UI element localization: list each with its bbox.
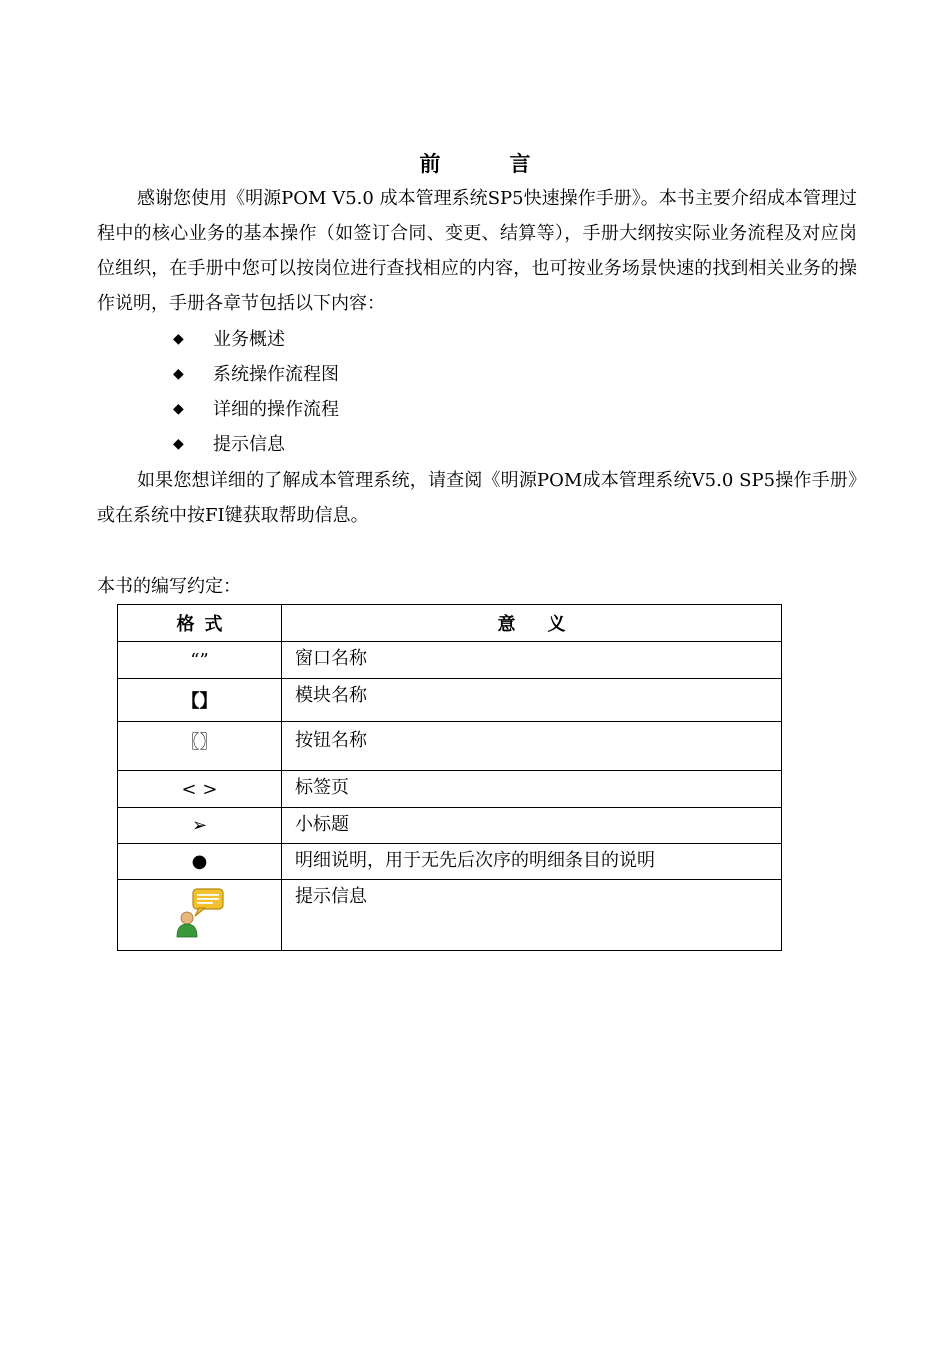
meaning-cell xyxy=(282,722,782,771)
format-cell: 【】 xyxy=(118,679,282,722)
table-row xyxy=(118,880,782,951)
list-item-text: 系统操作流程图 xyxy=(213,364,339,385)
meaning-cell xyxy=(282,844,782,880)
header-meaning: 意义 xyxy=(282,605,782,642)
diamond-bullet-icon: ◆ xyxy=(173,366,184,382)
meaning-text: 小标题 xyxy=(295,814,349,835)
list-item xyxy=(173,322,339,357)
conventions-table xyxy=(117,604,782,951)
help-paragraph: 如果您想详细的了解成本管理系统，请查阅《明源POM成本管理系统V5.0 SP5操作手册》或在系统中按FI键获取帮助信息。 xyxy=(97,470,857,526)
header-format: 格式 xyxy=(118,605,282,642)
meaning-text: 按钮名称 xyxy=(295,730,367,751)
format-cell: < > xyxy=(118,771,282,808)
page-title: 前 言 xyxy=(419,151,555,176)
list-item xyxy=(173,357,339,392)
table-row xyxy=(118,844,782,880)
meaning-text: 标签页 xyxy=(295,777,349,798)
intro-paragraph: 感谢您使用《明源POM V5.0 成本管理系统SP5快速操作手册》。本书主要介绍成本管理过程中的核心业务的基本操作（如签订合同、变更、结算等），手册大纲按实际业务流程及对应岗位组织，在手册中您可以按岗位进行查找相应的内容，也可按业务场景快速的找到相关业务的操作说明，手册各章节包括以下内容： xyxy=(97,188,857,314)
format-cell: ● xyxy=(118,844,282,880)
meaning-cell xyxy=(282,642,782,679)
list-item-text: 提示信息 xyxy=(213,434,285,455)
table-row xyxy=(118,722,782,771)
meaning-cell xyxy=(282,880,782,951)
conventions-label: 本书的编写约定： xyxy=(97,576,241,597)
meaning-cell xyxy=(282,808,782,844)
format-cell: ➢ xyxy=(118,808,282,844)
list-item-text: 详细的操作流程 xyxy=(213,399,339,420)
format-cell: “” xyxy=(118,642,282,679)
list-item-text: 业务概述 xyxy=(213,329,285,350)
meaning-cell xyxy=(282,771,782,808)
meaning-cell xyxy=(282,679,782,722)
table-row xyxy=(118,808,782,844)
meaning-text: 模块名称 xyxy=(295,685,367,706)
table-row xyxy=(118,642,782,679)
table-row xyxy=(118,679,782,722)
user-speech-bubble-icon xyxy=(173,887,227,939)
format-cell xyxy=(118,880,282,951)
meaning-text: 明细说明，用于无先后次序的明细条目的说明 xyxy=(295,850,655,871)
meaning-text: 窗口名称 xyxy=(295,648,367,669)
diamond-bullet-icon: ◆ xyxy=(173,331,184,347)
table-row xyxy=(118,771,782,808)
content-list xyxy=(173,322,339,462)
format-cell: 〖〗 xyxy=(118,722,282,771)
list-item xyxy=(173,427,339,462)
meaning-text: 提示信息 xyxy=(295,886,367,907)
table-header-row xyxy=(118,605,782,642)
list-item xyxy=(173,392,339,427)
diamond-bullet-icon: ◆ xyxy=(173,401,184,417)
diamond-bullet-icon: ◆ xyxy=(173,436,184,452)
